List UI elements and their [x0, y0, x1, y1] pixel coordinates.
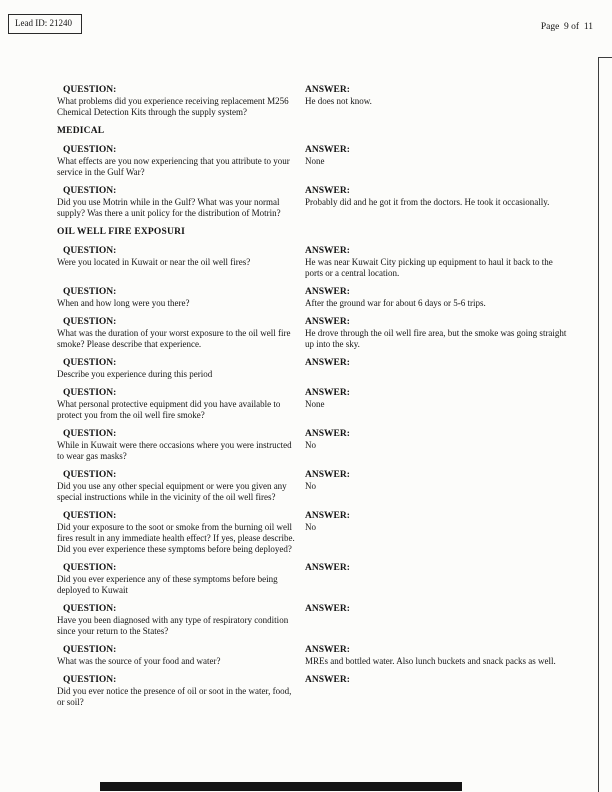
question-label: QUESTION:	[63, 511, 117, 521]
answer-label: ANSWER:	[305, 186, 350, 196]
qa-block	[57, 316, 568, 350]
question-label: QUESTION:	[63, 246, 117, 256]
qa-block	[57, 185, 568, 219]
question-text: Describe you experience during this period	[57, 369, 213, 379]
answer-label: ANSWER:	[305, 604, 350, 614]
qa-block	[57, 603, 568, 637]
question-text: While in Kuwait were there occasions where you were instructed to wear gas masks?	[57, 440, 292, 461]
scan-artifact-edge-line	[598, 57, 599, 792]
answer-column	[305, 245, 568, 279]
answer-label: ANSWER:	[305, 511, 350, 521]
section-title: MEDICAL	[57, 126, 105, 136]
question-column	[57, 644, 297, 667]
scan-artifact-tick	[598, 57, 612, 58]
answer-column	[305, 428, 568, 462]
question-column	[57, 510, 297, 555]
answer-text: Probably did and he got it from the doctors. He took it occasionally.	[305, 197, 550, 207]
answer-column	[305, 469, 568, 503]
question-column	[57, 674, 297, 708]
question-label: QUESTION:	[63, 645, 117, 655]
answer-label: ANSWER:	[305, 388, 350, 398]
answer-label: ANSWER:	[305, 358, 350, 368]
question-text: Did you use any other special equipment or were you given any special instructions while in the vicinity of the oil well fires?	[57, 481, 287, 502]
question-text: Did your exposure to the soot or smoke from the burning oil well fires result in any immediate health effect? If yes, please describe. Did you ever experience these symptoms before being deployed?	[57, 522, 295, 554]
question-column	[57, 316, 297, 350]
answer-label: ANSWER:	[305, 145, 350, 155]
answer-text: MREs and bottled water. Also lunch buckets and snack packs as well.	[305, 656, 556, 666]
question-column	[57, 603, 297, 637]
answer-text: None	[305, 399, 325, 409]
answer-column	[305, 84, 568, 118]
answer-label: ANSWER:	[305, 287, 350, 297]
question-label: QUESTION:	[63, 563, 117, 573]
question-column	[57, 562, 297, 596]
answer-text: He drove through the oil well fire area, but the smoke was going straight up into the sky.	[305, 328, 567, 349]
qa-block	[57, 387, 568, 421]
question-text: What was the source of your food and water?	[57, 656, 221, 666]
question-text: What was the duration of your worst exposure to the oil well fire smoke? Please describe that experience.	[57, 328, 291, 349]
document-content	[57, 84, 568, 715]
answer-label: ANSWER:	[305, 645, 350, 655]
question-column	[57, 469, 297, 503]
question-text: Did you ever notice the presence of oil or soot in the water, food, or soil?	[57, 686, 292, 707]
question-label: QUESTION:	[63, 675, 117, 685]
answer-text: After the ground war for about 6 days or 5-6 trips.	[305, 298, 486, 308]
lead-id-box	[8, 14, 82, 34]
answer-label: ANSWER:	[305, 85, 350, 95]
question-label: QUESTION:	[63, 145, 117, 155]
answer-label: ANSWER:	[305, 246, 350, 256]
qa-block	[57, 428, 568, 462]
answer-text: He was near Kuwait City picking up equipment to haul it back to the ports or a central location.	[305, 257, 553, 278]
answer-column	[305, 644, 568, 667]
answer-column	[305, 144, 568, 178]
answer-text: No	[305, 481, 316, 491]
answer-label: ANSWER:	[305, 675, 350, 685]
answer-column	[305, 674, 568, 708]
qa-block	[57, 245, 568, 279]
answer-column	[305, 316, 568, 350]
answer-label: ANSWER:	[305, 563, 350, 573]
question-column	[57, 286, 297, 309]
qa-block	[57, 286, 568, 309]
scan-artifact-black-bar	[100, 782, 462, 791]
answer-column	[305, 510, 568, 555]
question-text: Did you use Motrin while in the Gulf? What was your normal supply? Was there a unit policy for the distribution of Motrin?	[57, 197, 281, 218]
answer-label: ANSWER:	[305, 470, 350, 480]
lead-id-text: Lead ID: 21240	[15, 18, 72, 28]
question-label: QUESTION:	[63, 85, 117, 95]
section-title: OIL WELL FIRE EXPOSURI	[57, 227, 186, 237]
question-label: QUESTION:	[63, 429, 117, 439]
question-text: Were you located in Kuwait or near the oil well fires?	[57, 257, 251, 267]
answer-text: None	[305, 156, 325, 166]
qa-block	[57, 357, 568, 380]
question-text: Did you ever experience any of these symptoms before being deployed to Kuwait	[57, 574, 278, 595]
qa-block	[57, 84, 568, 118]
question-label: QUESTION:	[63, 388, 117, 398]
answer-label: ANSWER:	[305, 317, 350, 327]
answer-label: ANSWER:	[305, 429, 350, 439]
question-column	[57, 428, 297, 462]
question-text: What problems did you experience receiving replacement M256 Chemical Detection Kits through the supply system?	[57, 96, 289, 117]
answer-column	[305, 387, 568, 421]
question-label: QUESTION:	[63, 470, 117, 480]
question-column	[57, 357, 297, 380]
page-number: Page 9 of 11	[540, 22, 593, 32]
question-label: QUESTION:	[63, 358, 117, 368]
qa-block	[57, 144, 568, 178]
answer-column	[305, 357, 568, 380]
answer-text: He does not know.	[305, 96, 372, 106]
answer-column	[305, 185, 568, 219]
qa-block	[57, 644, 568, 667]
qa-block	[57, 510, 568, 555]
answer-column	[305, 286, 568, 309]
question-text: Have you been diagnosed with any type of respiratory condition since your return to the States?	[57, 615, 289, 636]
question-text: When and how long were you there?	[57, 298, 190, 308]
answer-text: No	[305, 440, 316, 450]
question-column	[57, 185, 297, 219]
section-header	[57, 226, 568, 238]
answer-text: No	[305, 522, 316, 532]
question-label: QUESTION:	[63, 287, 117, 297]
question-column	[57, 245, 297, 279]
answer-column	[305, 603, 568, 637]
qa-block	[57, 469, 568, 503]
answer-column	[305, 562, 568, 596]
qa-block	[57, 674, 568, 708]
question-column	[57, 387, 297, 421]
qa-block	[57, 562, 568, 596]
question-label: QUESTION:	[63, 604, 117, 614]
question-label: QUESTION:	[63, 186, 117, 196]
question-text: What effects are you now experiencing that you attribute to your service in the Gulf War?	[57, 156, 290, 177]
section-header	[57, 125, 568, 137]
question-column	[57, 84, 297, 118]
question-label: QUESTION:	[63, 317, 117, 327]
question-column	[57, 144, 297, 178]
question-text: What personal protective equipment did you have available to protect you from the oil well fire smoke?	[57, 399, 281, 420]
